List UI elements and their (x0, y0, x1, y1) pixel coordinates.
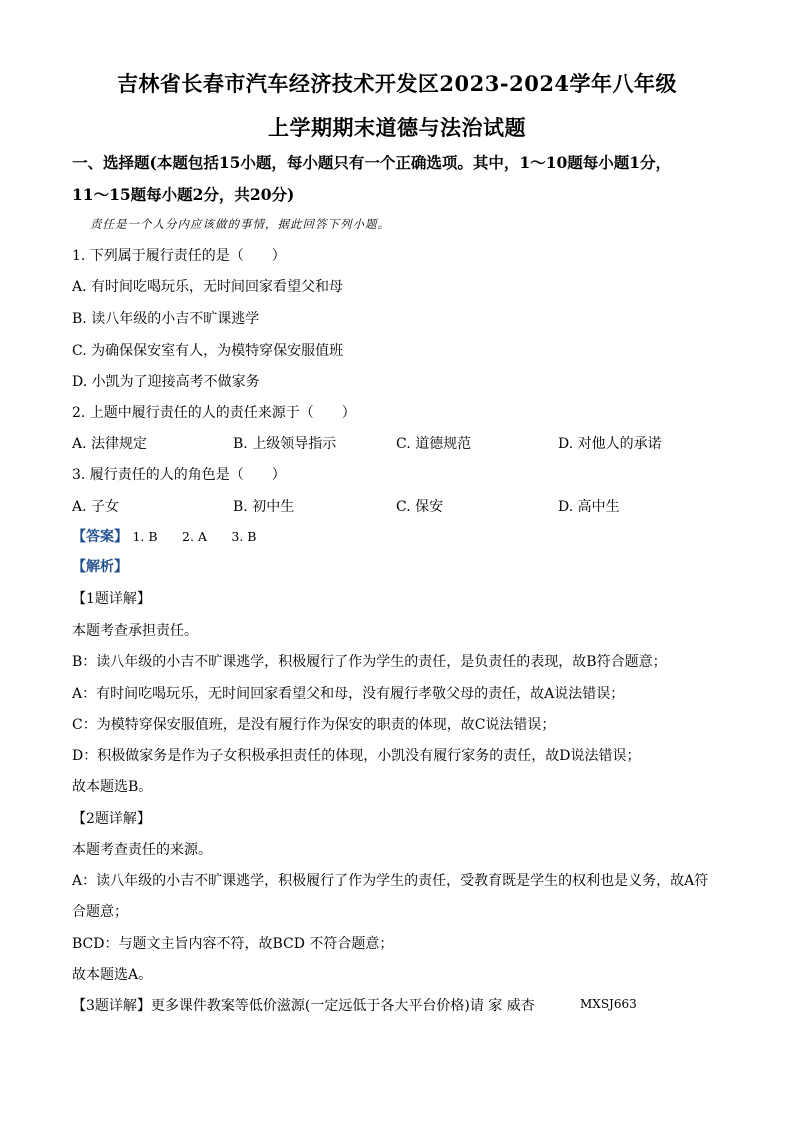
detail-1-line: D：积极做家务是作为子女积极承担责任的体现，小凯没有履行家务的责任，故D说法错误； (72, 748, 641, 764)
document-title-line1: 吉林省长春市汽车经济技术开发区2023-2024学年八年级 (116, 71, 678, 96)
question-1-option-c: C. 为确保保安室有人，为模特穿保安服值班 (72, 343, 344, 359)
answer-item-3: 3. B (231, 529, 257, 544)
detail-3-code: MXSJ663 (580, 997, 637, 1011)
section-heading-line2: 11～15题每小题2分，共20分) (72, 185, 295, 204)
question-1-option-d: D. 小凯为了迎接高考不做家务 (72, 374, 260, 390)
question-2-option-c: C. 道德规范 (396, 436, 472, 452)
question-3-option-c: C. 保安 (396, 499, 444, 515)
detail-1-line: B：读八年级的小吉不旷课逃学，积极履行了作为学生的责任，是负责任的表现，故B符合题意； (72, 654, 667, 670)
answer-label: 【答案】 (72, 529, 128, 545)
question-2-option-a: A. 法律规定 (72, 436, 148, 452)
detail-2-line: BCD：与题文主旨内容不符，故BCD 不符合题意； (72, 936, 394, 952)
question-1-option-a: A. 有时间吃喝玩乐，无时间回家看望父和母 (72, 279, 344, 295)
answer-item-1: 1. B (132, 529, 158, 544)
detail-1-line: 本题考查承担责任。 (72, 623, 198, 639)
detail-1-label: 【1题详解】 (72, 591, 151, 607)
detail-2-line: A：读八年级的小吉不旷课逃学，积极履行了作为学生的责任，受教育既是学生的权利也是义务，故A符 (72, 873, 709, 889)
question-3-stem: 3. 履行责任的人的角色是（ ） (72, 467, 286, 483)
answer-row (72, 526, 276, 546)
question-3-option-a: A. 子女 (72, 499, 120, 515)
question-2-option-b: B. 上级领导指示 (233, 436, 337, 452)
detail-2-line: 本题考查责任的来源。 (72, 842, 212, 858)
detail-3-label: 【3题详解】 (72, 998, 151, 1014)
question-1-option-b: B. 读八年级的小吉不旷课逃学 (72, 311, 260, 327)
question-3-option-b: B. 初中生 (233, 499, 295, 515)
question-2-stem: 2. 上题中履行责任的人的责任来源于（ ） (72, 405, 356, 421)
detail-2-label: 【2题详解】 (72, 811, 151, 827)
detail-1-line: C：为模特穿保安服值班，是没有履行作为保安的职责的体现，故C说法错误； (72, 717, 556, 733)
section-heading-line1: 一、选择题(本题包括15小题，每小题只有一个正确选项。其中，1～10题每小题1分， (72, 153, 672, 172)
detail-1-line: 故本题选B。 (72, 779, 153, 795)
question-intro: 责任是一个人分内应该做的事情，据此回答下列小题。 (90, 217, 390, 231)
question-2-option-d: D. 对他人的承诺 (558, 436, 662, 452)
question-1-stem: 1. 下列属于履行责任的是（ ） (72, 248, 286, 264)
detail-3-text: 更多课件教案等低价滋源(一定远低于各大平台价格)请 家 威杏 (150, 998, 535, 1014)
detail-2-line: 故本题选A。 (72, 967, 153, 983)
document-title-line2: 上学期期末道德与法治试题 (268, 115, 526, 140)
analysis-label: 【解析】 (72, 559, 128, 575)
detail-2-line: 合题意； (72, 904, 128, 920)
detail-1-line: A：有时间吃喝玩乐，无时间回家看望父和母，没有履行孝敬父母的责任，故A说法错误； (72, 686, 625, 702)
answer-item-2: 2. A (182, 529, 207, 544)
detail-3-row (72, 995, 535, 1015)
question-3-option-d: D. 高中生 (558, 499, 620, 515)
